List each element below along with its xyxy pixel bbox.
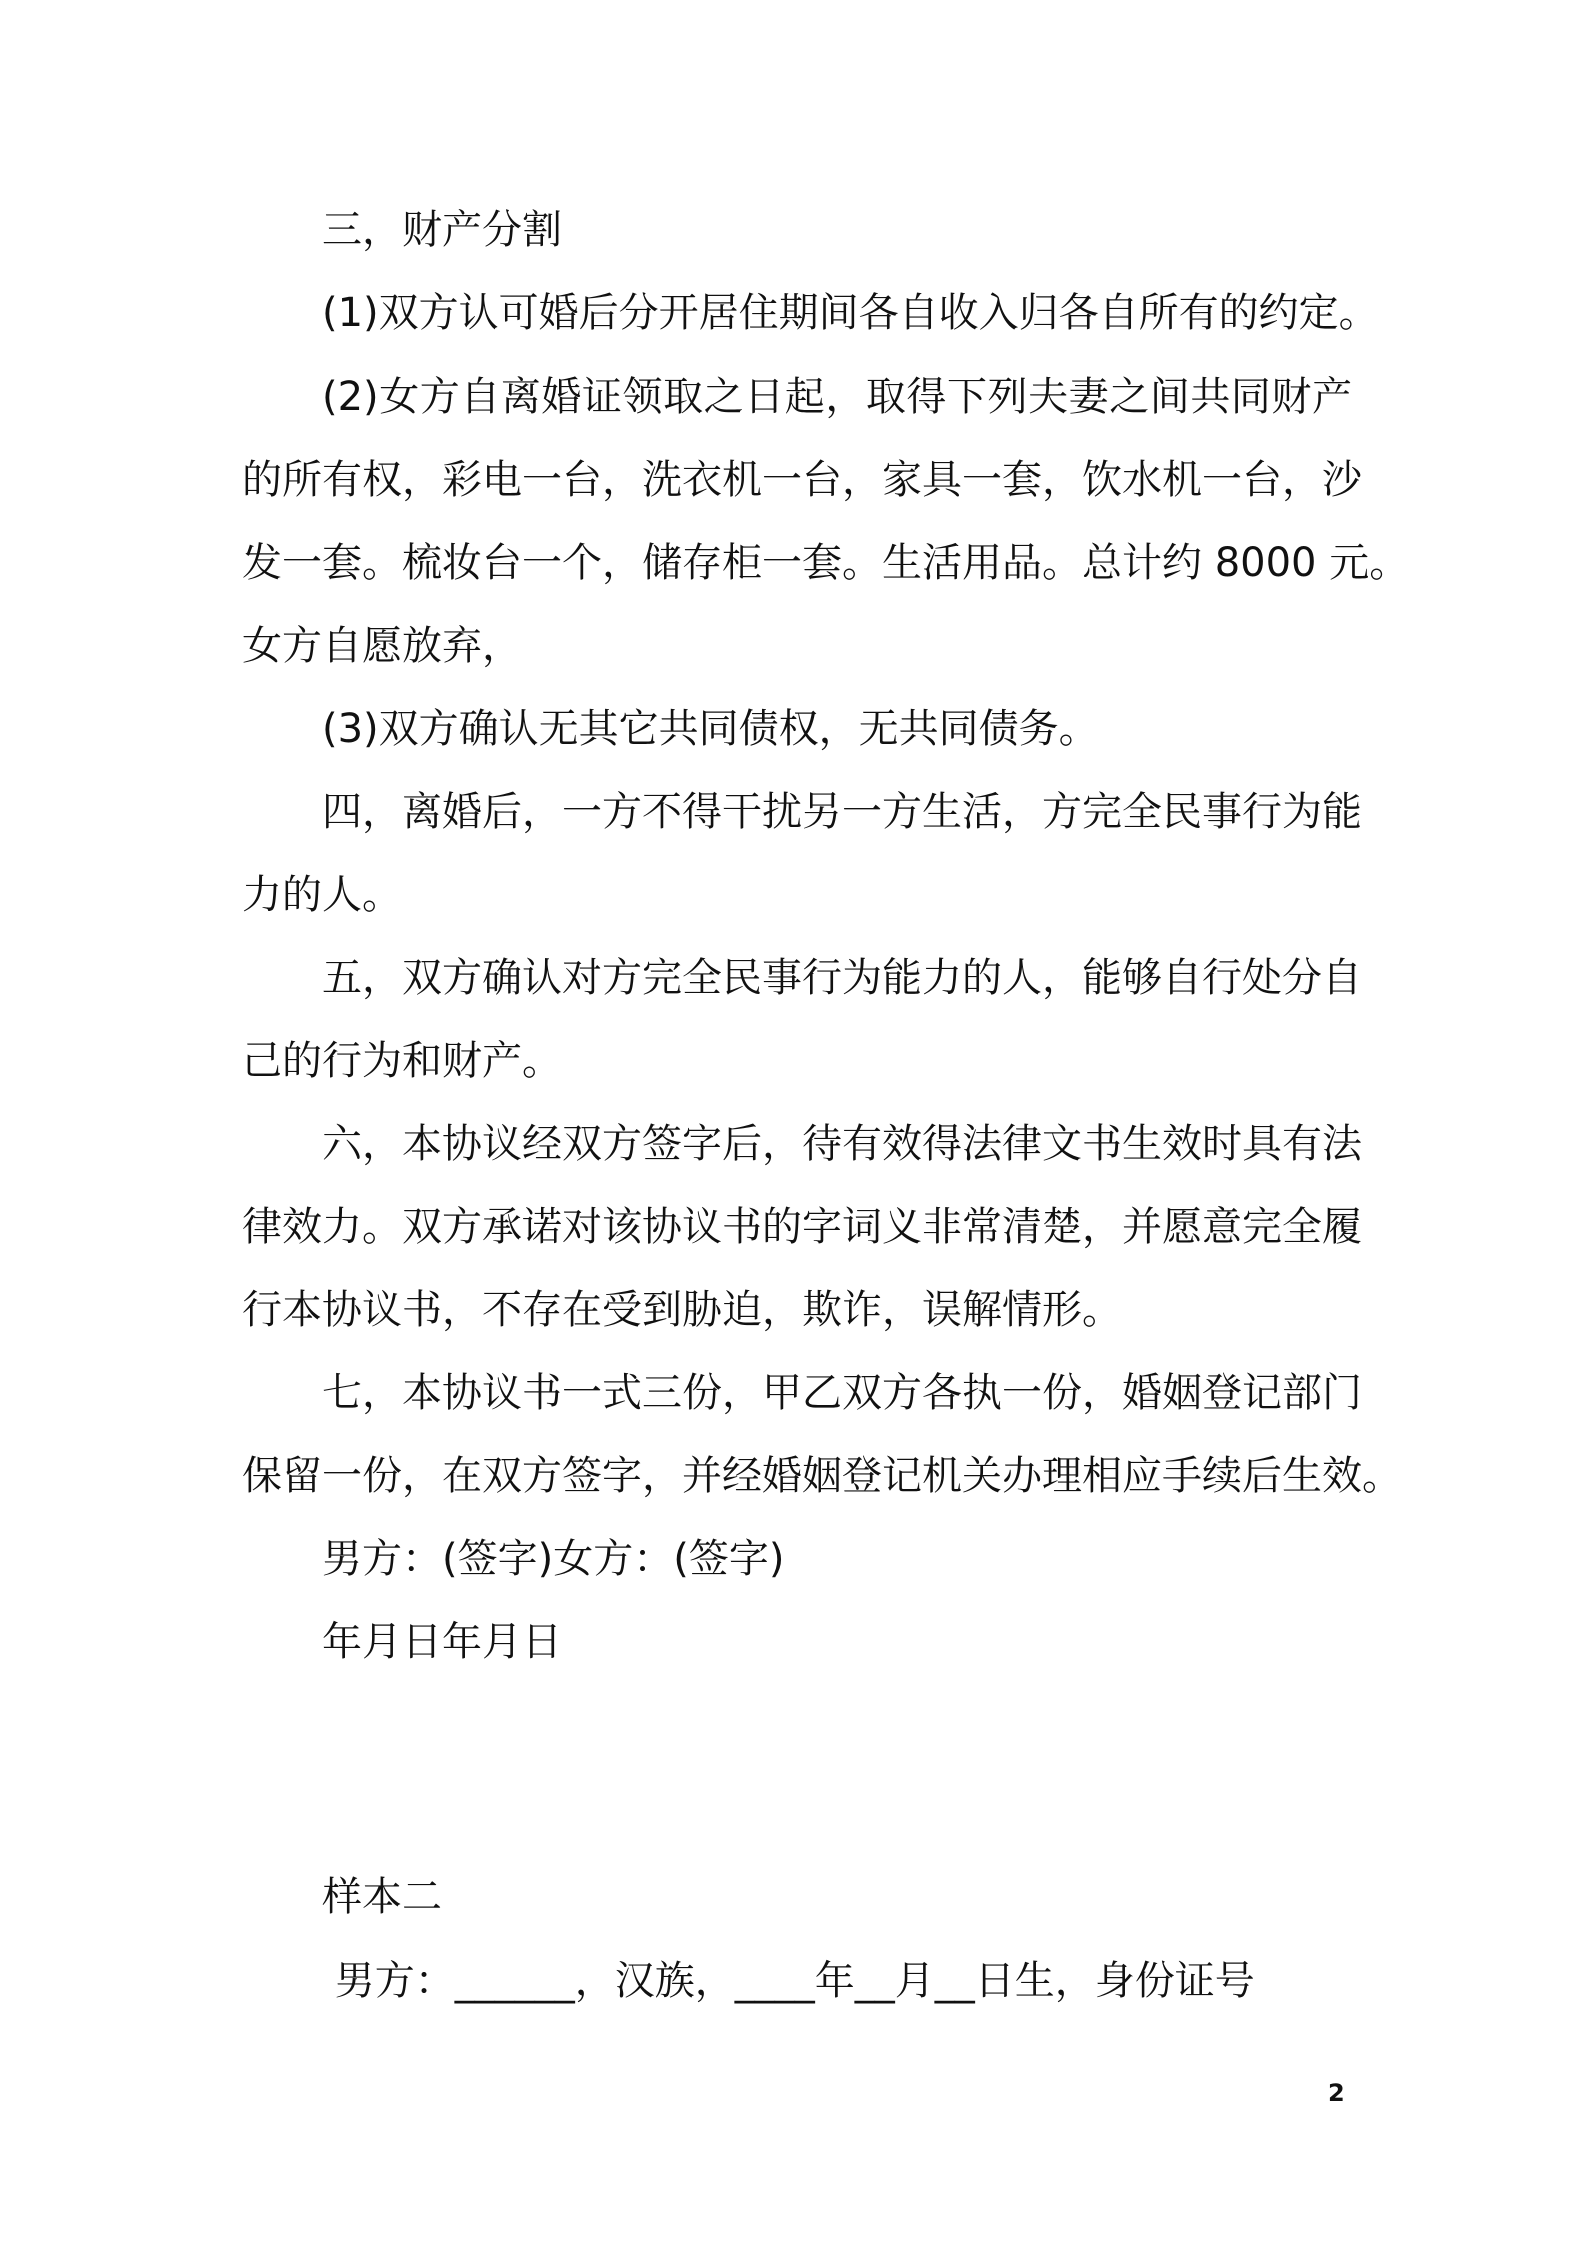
- paragraph-line: 己的行为和财产。: [242, 1038, 562, 1084]
- paragraph-line: 女方自愿放弃，: [242, 623, 522, 669]
- paragraph-line: 行本协议书，不存在受到胁迫，欺诈，误解情形。: [242, 1287, 1122, 1333]
- date-line: 年月日年月日: [322, 1619, 562, 1665]
- paragraph-line: (1)双方认可婚后分开居住期间各自收入归各自所有的约定。: [322, 290, 1379, 336]
- paragraph-line: 发一套。梳妆台一个，储存柜一套。生活用品。总计约 8000 元。: [242, 540, 1410, 586]
- paragraph-line: 的所有权，彩电一台，洗衣机一台，家具一套，饮水机一台，沙: [242, 457, 1362, 503]
- paragraph-line: 六，本协议经双方签字后，待有效得法律文书生效时具有法: [322, 1121, 1362, 1167]
- section-heading-property-division: 三，财产分割: [322, 207, 562, 253]
- paragraph-line: (2)女方自离婚证领取之日起，取得下列夫妻之间共同财产: [322, 374, 1352, 420]
- paragraph-line: 男方：______，汉族，____年__月__日生，身份证号: [322, 1958, 1255, 2004]
- paragraph-line: 四，离婚后，一方不得干扰另一方生活，方完全民事行为能: [322, 789, 1362, 835]
- paragraph-line: 七，本协议书一式三份，甲乙双方各执一份，婚姻登记部门: [322, 1370, 1362, 1416]
- page-number: 2: [1328, 2079, 1345, 2107]
- paragraph-line: (3)双方确认无其它共同债权，无共同债务。: [322, 706, 1099, 752]
- paragraph-line: 保留一份，在双方签字，并经婚姻登记机关办理相应手续后生效。: [242, 1453, 1402, 1499]
- sample-two-heading: 样本二: [322, 1874, 442, 1920]
- paragraph-line: 律效力。双方承诺对该协议书的字词义非常清楚，并愿意完全履: [242, 1204, 1362, 1250]
- paragraph-line: 五，双方确认对方完全民事行为能力的人，能够自行处分自: [322, 955, 1362, 1001]
- signature-line: 男方：(签字)女方：(签字): [322, 1536, 785, 1582]
- paragraph-line: 力的人。: [242, 872, 402, 918]
